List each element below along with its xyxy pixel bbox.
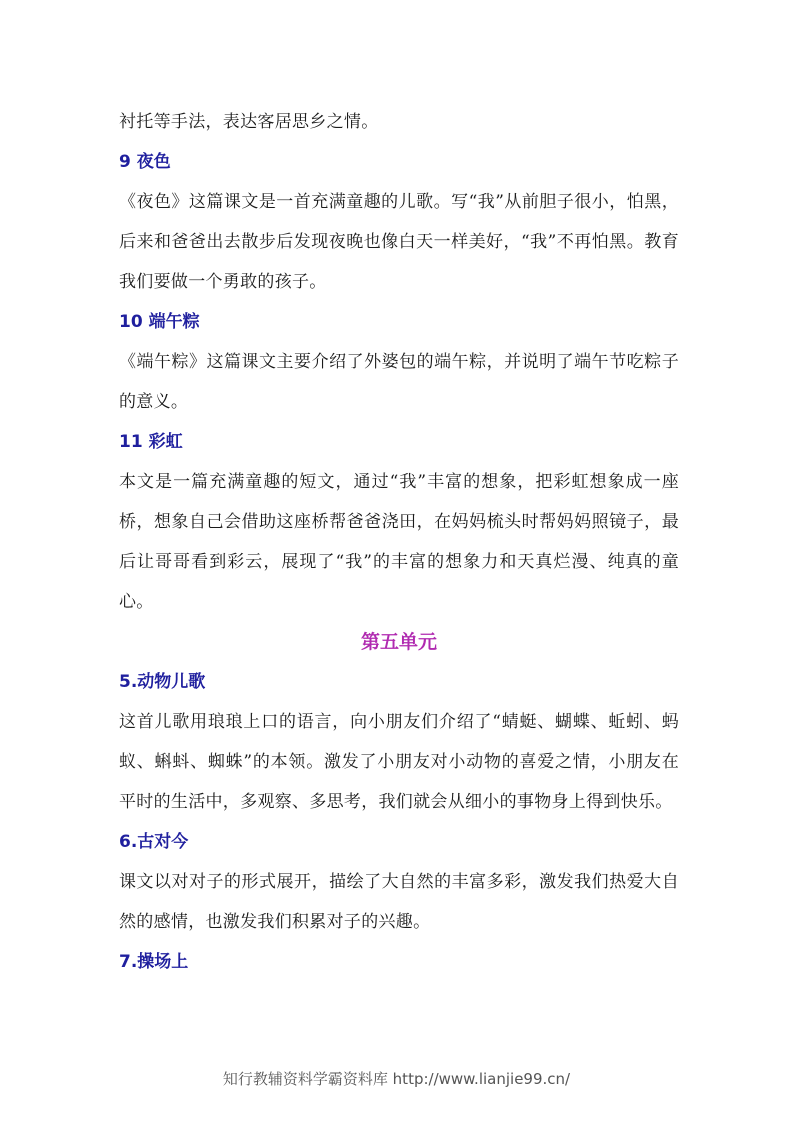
unit-5-heading: 第五单元: [360, 631, 437, 653]
unit5-lesson-6-heading: 6.古对今: [119, 832, 189, 852]
intro-paragraph: 衬托等手法，表达客居思乡之情。: [119, 112, 379, 132]
unit5-lesson-6-paragraph: 课文以对对子的形式展开，描绘了大自然的丰富多彩，激发我们热爱大自然的感情，也激发我们积累对子的兴趣。: [119, 872, 679, 932]
lesson-11-heading: 11 彩虹: [119, 432, 183, 452]
unit5-lesson-7-heading: 7.操场上: [119, 952, 189, 972]
lesson-10-heading: 10 端午粽: [119, 312, 200, 332]
unit5-lesson-5-heading: 5.动物儿歌: [119, 672, 206, 692]
lesson-9-heading: 9 夜色: [119, 152, 171, 172]
document-body: [119, 102, 679, 982]
unit5-lesson-5-paragraph: 这首儿歌用琅琅上口的语言，向小朋友们介绍了“蜻蜓、蝴蝶、蚯蚓、蚂蚁、蝌蚪、蜘蛛”的本领。激发了小朋友对小动物的喜爱之情，小朋友在平时的生活中，多观察、多思考，我们就会从细小的事物身上得到快乐。: [119, 712, 679, 812]
page-footer: 知行教辅资料学霸资料库 http://www.lianjie99.cn/: [222, 1070, 571, 1088]
lesson-11-paragraph: 本文是一篇充满童趣的短文，通过“我”丰富的想象，把彩虹想象成一座桥，想象自己会借助这座桥帮爸爸浇田，在妈妈梳头时帮妈妈照镜子，最后让哥哥看到彩云，展现了“我”的丰富的想象力和天真烂漫、纯真的童心。: [119, 472, 679, 612]
lesson-10-paragraph: 《端午粽》这篇课文主要介绍了外婆包的端午粽，并说明了端午节吃粽子的意义。: [119, 352, 679, 412]
lesson-9-paragraph: 《夜色》这篇课文是一首充满童趣的儿歌。写“我”从前胆子很小，怕黑，后来和爸爸出去散步后发现夜晚也像白天一样美好，“我”不再怕黑。教育我们要做一个勇敢的孩子。: [119, 192, 679, 292]
